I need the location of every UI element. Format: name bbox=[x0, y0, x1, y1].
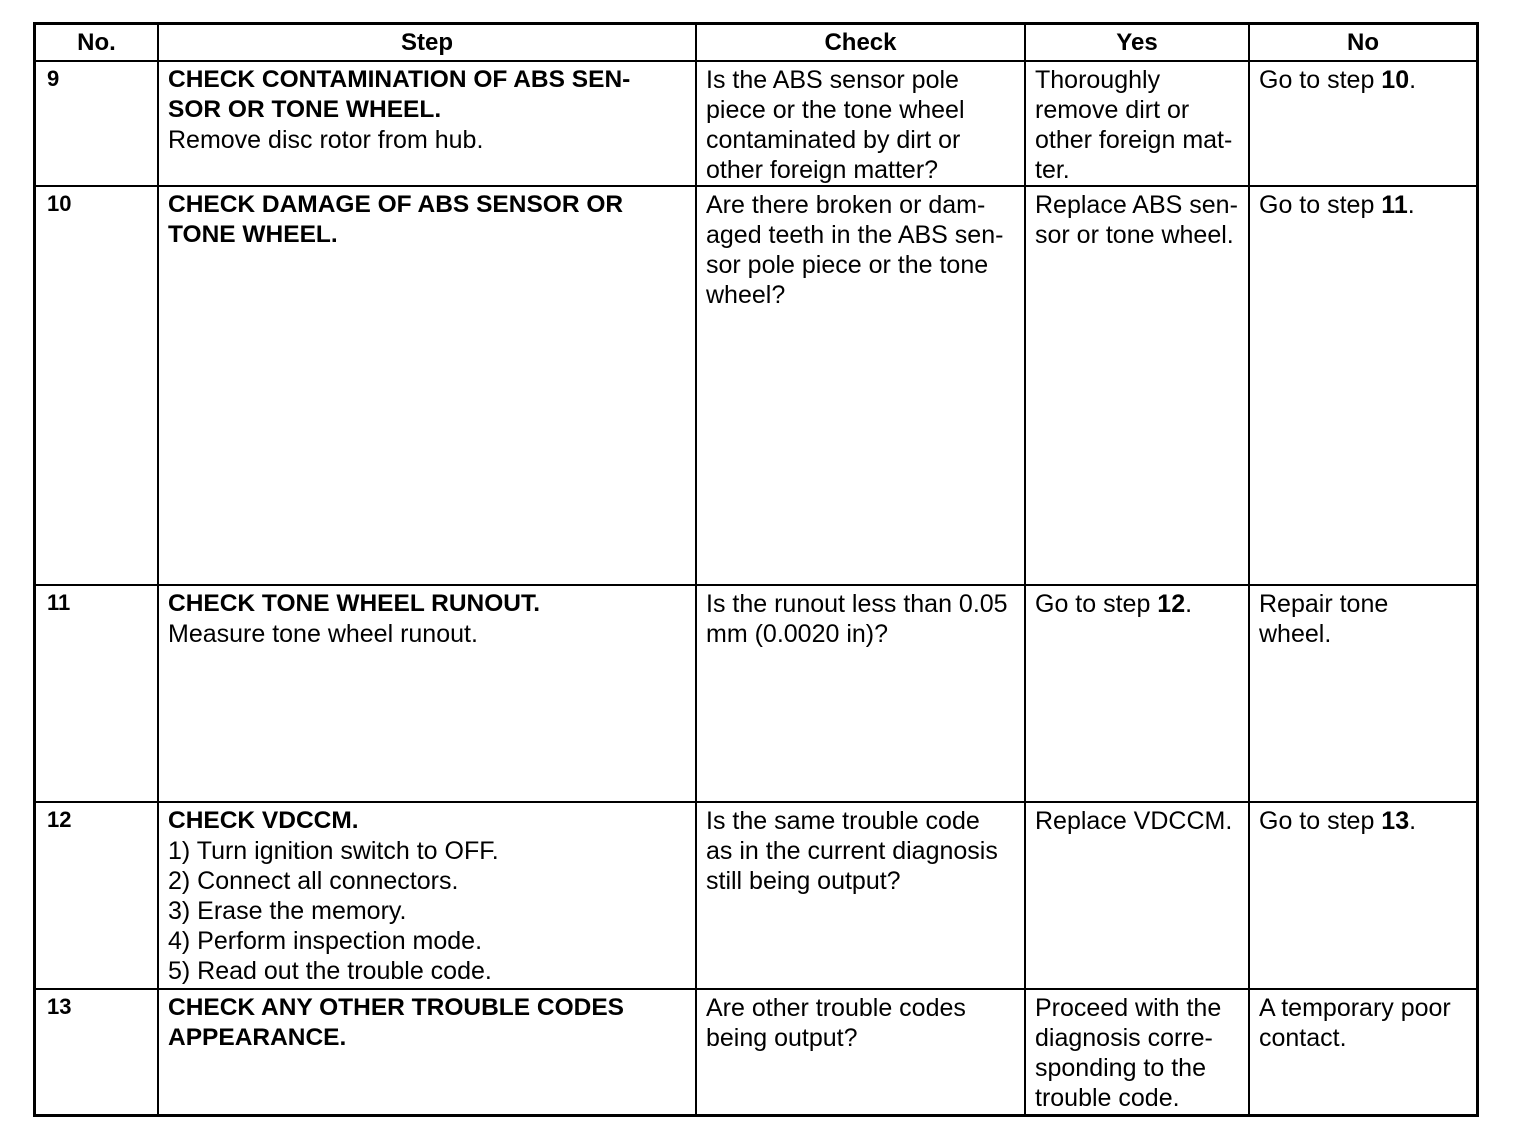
step-cell bbox=[159, 62, 697, 187]
check-question-line: still being output? bbox=[706, 867, 901, 895]
yes-result-line: trouble code. bbox=[1035, 1084, 1180, 1112]
header-yes bbox=[1026, 25, 1250, 62]
yes-cell bbox=[1026, 586, 1250, 803]
step-number: 11 bbox=[36, 586, 159, 803]
step-instruction-line: Measure tone wheel runout. bbox=[168, 620, 478, 648]
no-cell bbox=[1250, 586, 1476, 803]
no-result-line bbox=[1259, 806, 1470, 836]
step-instruction-line: 5) Read out the trouble code. bbox=[168, 957, 492, 985]
check-question-line: Is the runout less than 0.05 bbox=[706, 590, 1008, 618]
yes-result-line: Proceed with the bbox=[1035, 994, 1222, 1022]
header-no bbox=[36, 25, 159, 62]
diagnosis-table bbox=[33, 22, 1479, 1117]
check-cell bbox=[697, 586, 1026, 803]
yes-result-line: Replace VDCCM. bbox=[1035, 807, 1233, 835]
check-question-line: as in the current diagnosis bbox=[706, 837, 998, 865]
check-question-line: contaminated by dirt or bbox=[706, 126, 961, 154]
check-question-line: mm (0.0020 in)? bbox=[706, 620, 889, 648]
yes-result-line: ter. bbox=[1035, 156, 1070, 184]
check-question-line: Are other trouble codes bbox=[706, 994, 966, 1022]
header-no-result-label: No bbox=[1347, 29, 1379, 56]
check-question-line: being output? bbox=[706, 1024, 858, 1052]
goto-step-number: 11 bbox=[1381, 191, 1408, 219]
step-title-line: CHECK DAMAGE OF ABS SENSOR OR bbox=[168, 191, 624, 218]
check-cell bbox=[697, 990, 1026, 1114]
goto-step-number: 12 bbox=[1157, 590, 1186, 618]
yes-result-line: remove dirt or bbox=[1035, 96, 1190, 124]
no-result-line bbox=[1259, 65, 1470, 95]
header-check bbox=[697, 25, 1026, 62]
check-question-line: piece or the tone wheel bbox=[706, 96, 965, 124]
header-step-label: Step bbox=[400, 29, 453, 56]
check-cell bbox=[697, 187, 1026, 586]
no-result-line: Repair tone bbox=[1259, 590, 1389, 618]
step-instruction-line: 3) Erase the memory. bbox=[168, 897, 407, 925]
step-number: 13 bbox=[36, 990, 159, 1114]
goto-prefix: Go to step bbox=[1259, 66, 1382, 94]
goto-step-number: 10 bbox=[1381, 66, 1410, 94]
step-cell bbox=[159, 803, 697, 990]
no-result-line: contact. bbox=[1259, 1024, 1347, 1052]
header-no-label: No. bbox=[77, 29, 116, 56]
no-cell bbox=[1250, 990, 1476, 1114]
goto-step-number: 13 bbox=[1381, 807, 1410, 835]
header-step bbox=[159, 25, 697, 62]
step-title-line: TONE WHEEL. bbox=[168, 221, 338, 248]
yes-cell bbox=[1026, 990, 1250, 1114]
header-yes-label: Yes bbox=[1116, 29, 1158, 56]
step-instruction-line: Remove disc rotor from hub. bbox=[168, 126, 484, 154]
check-question-line: other foreign matter? bbox=[706, 156, 939, 184]
goto-prefix: Go to step bbox=[1259, 191, 1382, 219]
check-question-line: Are there broken or dam- bbox=[706, 191, 986, 219]
goto-prefix: Go to step bbox=[1259, 807, 1382, 835]
check-question-line: Is the same trouble code bbox=[706, 807, 980, 835]
step-instruction-line: 2) Connect all connectors. bbox=[168, 867, 459, 895]
yes-result-line: sor or tone wheel. bbox=[1035, 221, 1234, 249]
goto-suffix: . bbox=[1409, 807, 1417, 835]
goto-suffix: . bbox=[1185, 590, 1193, 618]
step-number: 9 bbox=[36, 62, 159, 187]
step-cell bbox=[159, 586, 697, 803]
yes-cell bbox=[1026, 187, 1250, 586]
yes-result-line: other foreign mat- bbox=[1035, 126, 1233, 154]
check-question-line: Is the ABS sensor pole bbox=[706, 66, 959, 94]
check-question-line: sor pole piece or the tone bbox=[706, 251, 989, 279]
yes-result-line: diagnosis corre- bbox=[1035, 1024, 1213, 1052]
yes-cell bbox=[1026, 62, 1250, 187]
step-instruction-line: 1) Turn ignition switch to OFF. bbox=[168, 837, 499, 865]
no-result-line: wheel. bbox=[1259, 620, 1332, 648]
goto-suffix: . bbox=[1409, 66, 1417, 94]
check-question-line: aged teeth in the ABS sen- bbox=[706, 221, 1004, 249]
step-number: 10 bbox=[36, 187, 159, 586]
no-cell bbox=[1250, 803, 1476, 990]
step-cell bbox=[159, 187, 697, 586]
step-title-line: CHECK ANY OTHER TROUBLE CODES bbox=[168, 994, 625, 1021]
step-title-line: APPEARANCE. bbox=[168, 1024, 347, 1051]
step-title-line: CHECK TONE WHEEL RUNOUT. bbox=[168, 590, 541, 617]
no-cell bbox=[1250, 62, 1476, 187]
step-title-line: CHECK VDCCM. bbox=[168, 807, 359, 834]
yes-result-line: Thoroughly bbox=[1035, 66, 1161, 94]
header-no-result bbox=[1250, 25, 1476, 62]
step-title-line: CHECK CONTAMINATION OF ABS SEN- bbox=[168, 66, 631, 93]
check-cell bbox=[697, 803, 1026, 990]
goto-prefix: Go to step bbox=[1035, 590, 1158, 618]
no-result-line bbox=[1259, 190, 1470, 220]
yes-result-line: Replace ABS sen- bbox=[1035, 191, 1238, 219]
header-check-label: Check bbox=[824, 29, 897, 56]
step-title-line: SOR OR TONE WHEEL. bbox=[168, 96, 442, 123]
step-instruction-line: 4) Perform inspection mode. bbox=[168, 927, 483, 955]
step-cell bbox=[159, 990, 697, 1114]
no-cell bbox=[1250, 187, 1476, 586]
yes-result-line bbox=[1035, 589, 1242, 619]
yes-result-line: sponding to the bbox=[1035, 1054, 1206, 1082]
goto-suffix: . bbox=[1407, 191, 1415, 219]
no-result-line: A temporary poor bbox=[1259, 994, 1451, 1022]
yes-cell bbox=[1026, 803, 1250, 990]
step-number: 12 bbox=[36, 803, 159, 990]
check-question-line: wheel? bbox=[706, 281, 786, 309]
check-cell bbox=[697, 62, 1026, 187]
